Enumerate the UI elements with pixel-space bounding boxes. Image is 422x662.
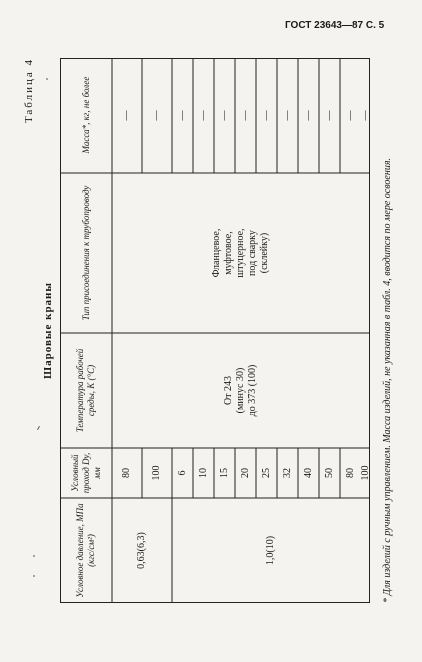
- scan-artifact-dot: [46, 78, 48, 80]
- diameter-cell: 100: [151, 465, 162, 481]
- valve-table: [60, 58, 370, 603]
- mass-cell: —: [302, 110, 314, 121]
- diameter-cell: 32: [281, 468, 293, 478]
- pressure-cell-1: 0,63(6,3): [136, 532, 147, 569]
- mass-cell: —: [260, 110, 272, 121]
- column-header-pressure: Условное давление, МПа (кгс/см²): [75, 503, 96, 598]
- pressure-cell-2: 1,0(10): [265, 535, 276, 566]
- mass-cell: —: [176, 110, 188, 121]
- diameter-cell: 80: [344, 468, 356, 478]
- column-header-connection: Тип присоединения к трубопроводу: [80, 185, 91, 321]
- diameter-cell: 50: [323, 468, 335, 478]
- diameter-cell: 25: [260, 468, 272, 478]
- mass-cell: —: [359, 110, 371, 121]
- diameter-cell: 80: [121, 468, 132, 478]
- diameter-cell: 20: [239, 468, 251, 478]
- scan-artifact-dot: [33, 555, 35, 557]
- page-header: ГОСТ 23643—87 С. 5: [285, 20, 385, 31]
- mass-cell: —: [218, 110, 230, 121]
- mass-cell: —: [197, 110, 209, 121]
- scan-artifact-dot: [33, 575, 35, 577]
- rotated-table-block: [23, 58, 406, 603]
- table-caption: Таблица 4: [23, 58, 35, 124]
- column-header-temperature: Температура рабочей среды, К (°С): [75, 348, 96, 433]
- column-header-mass: Масса*, кг, не более: [80, 76, 91, 154]
- diameter-cell: 15: [218, 468, 230, 478]
- column-header-diameter: Условный проход Dy, мм: [69, 452, 102, 494]
- diameter-cell: 100: [359, 465, 371, 481]
- connection-cell: Фланцевое, муфтовое, штуцерное, под сварку (склейку): [211, 228, 270, 278]
- diameter-cell: 6: [176, 470, 188, 476]
- mass-cell: —: [281, 110, 293, 121]
- temperature-cell: От 243 (минус 30) до 373 (100): [223, 364, 258, 417]
- mass-cell: —: [151, 110, 162, 121]
- mass-cell: —: [344, 110, 356, 121]
- mass-cell: —: [239, 110, 251, 121]
- table-footnote: * Для изделий с ручным управлением. Масса изделий, не указанная в табл. 4, вводится по мере освоения.: [382, 158, 393, 603]
- mass-cell: —: [121, 110, 132, 121]
- table-subtitle: Шаровые краны: [42, 282, 54, 379]
- mass-cell: —: [323, 110, 335, 121]
- diameter-cell: 10: [197, 468, 209, 478]
- diameter-cell: 40: [302, 468, 314, 478]
